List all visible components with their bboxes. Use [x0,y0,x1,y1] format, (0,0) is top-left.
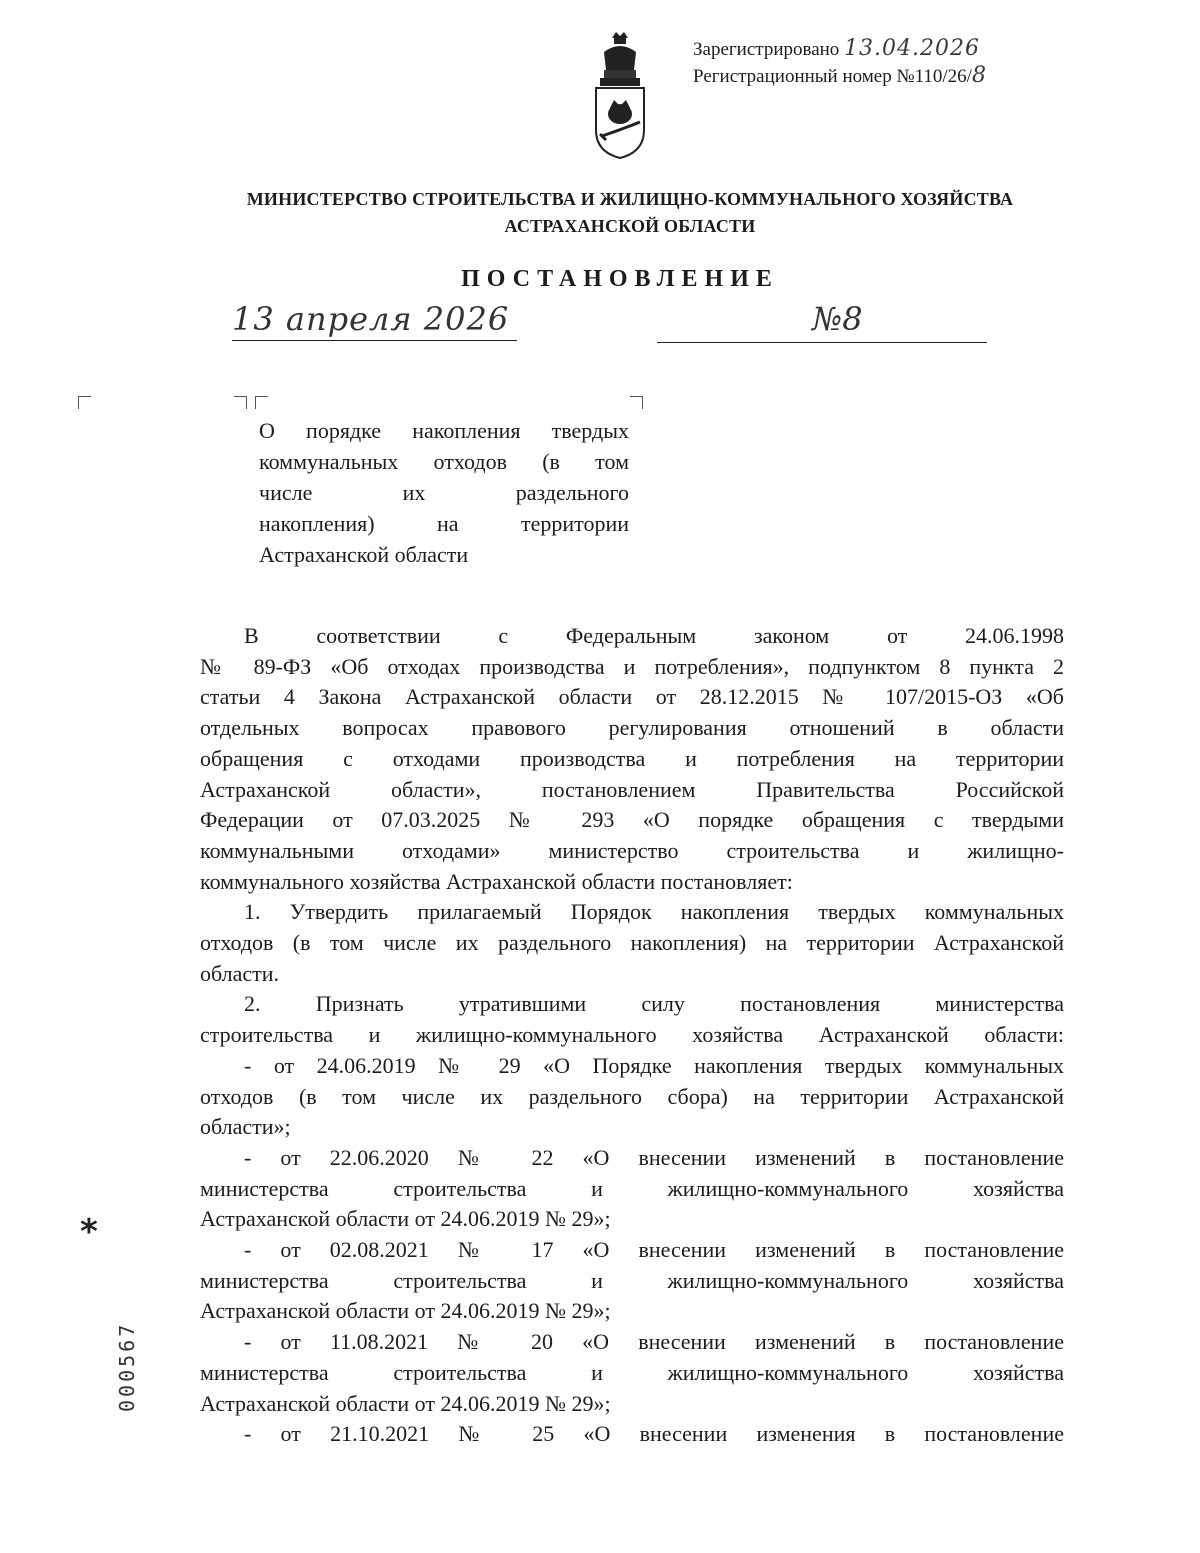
document-subject [259,415,629,570]
body-line: - от 22.06.2020 № 22 «О внесении изменений в постановление [244,1144,1064,1170]
body-line: - от 02.08.2021 № 17 «О внесении изменений в постановление [244,1237,1064,1263]
body-line: отходов (в том числе их раздельного сбора) на территории Астраханской [200,1083,1064,1109]
body-line: № 89-ФЗ «Об отходах производства и потребления», подпунктом 8 пункта 2 [200,653,1064,679]
body-line: коммунальными отходами» министерство строительства и жилищно- [200,837,1064,863]
body-line: коммунального хозяйства Астраханской области постановляет: [200,868,793,894]
body-line: статьи 4 Закона Астраханской области от 28.12.2015 № 107/2015-ОЗ «Об [200,684,1064,710]
registration-date: 13.04.2026 [844,36,981,61]
body-line: строительства и жилищно-коммунального хозяйства Астраханской области: [200,1022,1064,1048]
ministry-line-2: АСТРАХАНСКОЙ ОБЛАСТИ [504,216,756,236]
coat-of-arms-icon [590,30,650,160]
body-line: - от 11.08.2021 № 20 «О внесении изменений в постановление [244,1329,1064,1355]
corner-mark [234,396,247,409]
corner-mark [78,396,91,409]
subject-line: накопления) на территории [259,511,629,536]
body-line: 1. Утвердить прилагаемый Порядок накопления твердых коммунальных [244,899,1064,925]
document-number: №8 [812,300,863,338]
body-line: Астраханской области», постановлением Правительства Российской [200,776,1064,802]
body-line: Астраханской области от 24.06.2019 № 29»; [200,1298,611,1324]
document-body [200,621,1064,1450]
body-line: министерства строительства и жилищно-коммунального хозяйства [200,1359,1064,1385]
asterisk-mark: * [80,1212,98,1252]
registration-number: 8 [971,63,987,88]
body-line: министерства строительства и жилищно-коммунального хозяйства [200,1175,1064,1201]
body-line: - от 24.06.2019 № 29 «О Порядке накопления твердых коммунальных [244,1052,1064,1078]
ministry-line-1: МИНИСТЕРСТВО СТРОИТЕЛЬСТВА И ЖИЛИЩНО-КОММУНАЛЬНОГО ХОЗЯЙСТВА [246,189,1014,209]
body-line: Астраханской области от 24.06.2019 № 29»; [200,1390,611,1416]
subject-line: числе их раздельного [259,480,629,505]
registration-stamp [693,36,987,90]
serial-number: 000567 [115,1321,139,1412]
number-underline [657,342,987,343]
date-underline [232,340,517,341]
document-date: 13 апреля 2026 [232,300,510,338]
document-type-title: ПОСТАНОВЛЕНИЕ [461,266,779,292]
body-line: области»; [200,1114,291,1140]
subject-line: Астраханской области [259,542,469,567]
body-line: отдельных вопросах правового регулирования отношений в области [200,715,1064,741]
body-line: области. [200,960,280,986]
body-line: министерства строительства и жилищно-коммунального хозяйства [200,1267,1064,1293]
body-line: Астраханской области от 24.06.2019 № 29»; [200,1206,611,1232]
registration-number-label: Регистрационный номер №110/26/ [693,66,972,87]
body-line: 2. Признать утратившими силу постановления министерства [244,991,1064,1017]
body-line: обращения с отходами производства и потребления на территории [200,745,1064,771]
body-line: Федерации от 07.03.2025 № 293 «О порядке обращения с твердыми [200,807,1064,833]
subject-line: коммунальных отходов (в том [259,449,629,474]
corner-mark [630,396,643,409]
body-line: - от 21.10.2021 № 25 «О внесении изменения в постановление [244,1421,1064,1447]
body-line: отходов (в том числе их раздельного накопления) на территории Астраханской [200,930,1064,956]
body-line: В соответствии с Федеральным законом от 24.06.1998 [244,623,1064,648]
subject-line: О порядке накопления твердых [259,418,629,443]
ministry-header [150,186,1110,240]
corner-mark [255,396,268,409]
registration-label: Зарегистрировано [693,39,840,60]
